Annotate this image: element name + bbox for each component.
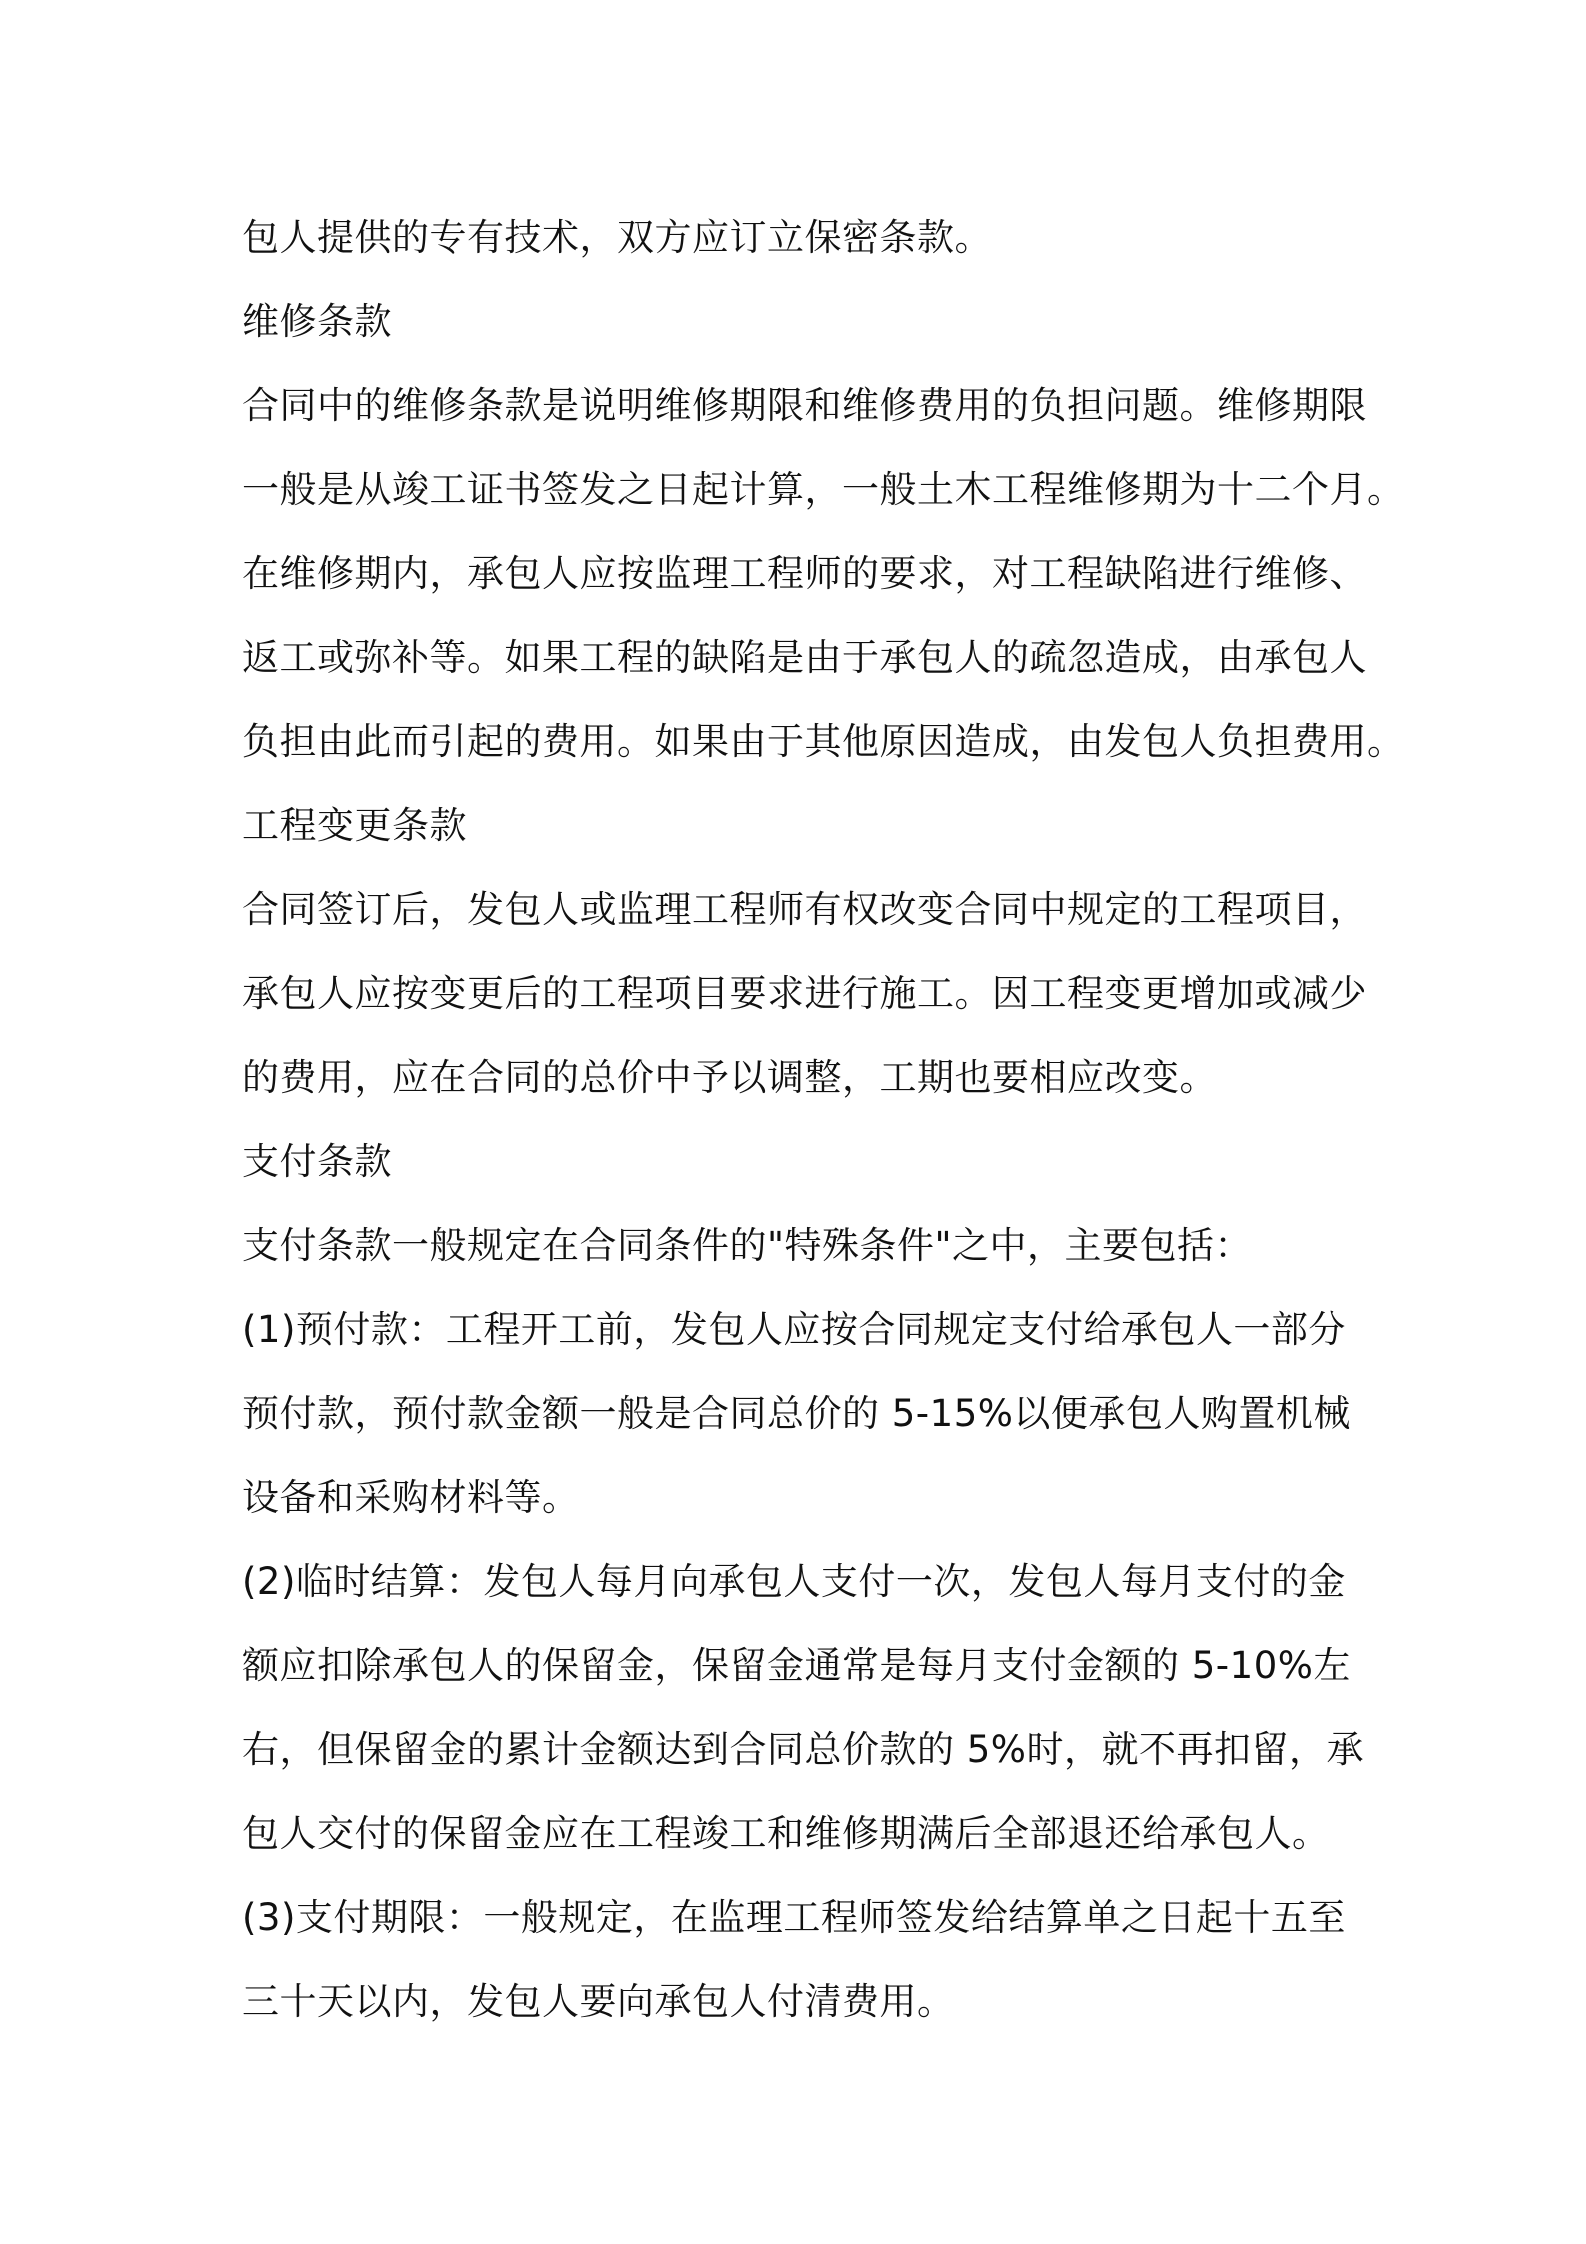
text-line: 返工或弥补等。如果工程的缺陷是由于承包人的疏忽造成，由承包人 <box>242 636 1367 679</box>
text-line: 的费用，应在合同的总价中予以调整，工期也要相应改变。 <box>242 1056 1217 1099</box>
text-line-confidentiality: 包人提供的专有技术，双方应订立保密条款。 <box>242 216 992 259</box>
text-line: 预付款，预付款金额一般是合同总价的 5-15%以便承包人购置机械 <box>242 1392 1351 1435</box>
text-line: 合同签订后，发包人或监理工程师有权改变合同中规定的工程项目， <box>242 888 1367 931</box>
text-line: 包人交付的保留金应在工程竣工和维修期满后全部退还给承包人。 <box>242 1812 1330 1855</box>
text-line: 支付条款一般规定在合同条件的"特殊条件"之中，主要包括： <box>242 1224 1253 1267</box>
text-line: 右，但保留金的累计金额达到合同总价款的 5%时，就不再扣留，承 <box>242 1728 1364 1771</box>
heading-payment: 支付条款 <box>242 1140 392 1183</box>
text-line: 负担由此而引起的费用。如果由于其他原因造成，由发包人负担费用。 <box>242 720 1405 763</box>
text-line: 额应扣除承包人的保留金，保留金通常是每月支付金额的 5-10%左 <box>242 1644 1351 1687</box>
heading-maintenance: 维修条款 <box>242 300 392 343</box>
text-line: 合同中的维修条款是说明维修期限和维修费用的负担问题。维修期限 <box>242 384 1367 427</box>
heading-change: 工程变更条款 <box>242 804 467 847</box>
text-line: 在维修期内，承包人应按监理工程师的要求，对工程缺陷进行维修、 <box>242 552 1367 595</box>
text-line: 一般是从竣工证书签发之日起计算，一般土木工程维修期为十二个月。 <box>242 468 1405 511</box>
text-line: 承包人应按变更后的工程项目要求进行施工。因工程变更增加或减少 <box>242 972 1367 1015</box>
text-line: 三十天以内，发包人要向承包人付清费用。 <box>242 1980 955 2023</box>
text-line: (3)支付期限：一般规定，在监理工程师签发给结算单之日起十五至 <box>242 1896 1346 1939</box>
text-line: 设备和采购材料等。 <box>242 1476 580 1519</box>
document-body <box>242 196 1542 2044</box>
text-line: (1)预付款：工程开工前，发包人应按合同规定支付给承包人一部分 <box>242 1308 1346 1351</box>
text-line: (2)临时结算：发包人每月向承包人支付一次，发包人每月支付的金 <box>242 1560 1346 1603</box>
